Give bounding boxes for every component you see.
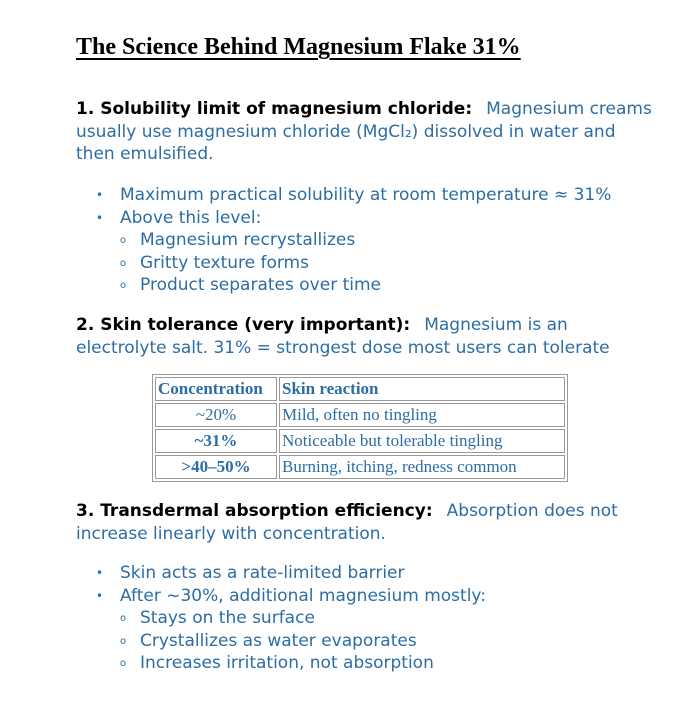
table-cell-reaction: Mild, often no tingling — [279, 403, 565, 427]
table-row — [155, 403, 565, 427]
table-cell-concentration: >40–50% — [155, 455, 277, 479]
list-item: • Maximum practical solubility at room temperature ≈ 31% — [96, 184, 611, 207]
section-3-paragraph — [76, 500, 656, 545]
table-cell-concentration: ~31% — [155, 429, 277, 453]
section-1-text: Magnesium creams usually use magnesium chloride (MgCl₂) dissolved in water and then emulsified. — [76, 99, 652, 164]
sub-list-item: o Gritty texture forms — [96, 252, 611, 275]
table-header-concentration: Concentration — [155, 377, 277, 401]
list-item-label: After ~30%, additional magnesium mostly: — [120, 585, 486, 606]
section-1-paragraph — [76, 98, 656, 166]
table-row — [155, 455, 565, 479]
sub-list-item: o Increases irritation, not absorption — [96, 652, 486, 675]
list-item — [96, 585, 486, 675]
sub-list-item: o Product separates over time — [96, 274, 611, 297]
sub-list-item: o Stays on the surface — [96, 607, 486, 630]
list-item — [96, 207, 611, 297]
sub-list-item: o Crystallizes as water evaporates — [96, 630, 486, 653]
section-3-heading: 3. Transdermal absorption efficiency: — [76, 501, 433, 521]
section-3-sub-list — [96, 607, 486, 675]
list-item: • Skin acts as a rate-limited barrier — [96, 562, 486, 585]
section-2-heading: 2. Skin tolerance (very important): — [76, 315, 411, 335]
section-1-sub-list — [96, 229, 611, 297]
section-3-text: Absorption does not increase linearly with concentration. — [76, 501, 618, 544]
table-header-row — [155, 377, 565, 401]
sub-list-item: o Magnesium recrystallizes — [96, 229, 611, 252]
table-cell-reaction: Noticeable but tolerable tingling — [279, 429, 565, 453]
page-title: The Science Behind Magnesium Flake 31% — [76, 34, 521, 60]
table-cell-reaction: Burning, itching, redness common — [279, 455, 565, 479]
section-1-heading: 1. Solubility limit of magnesium chloride: — [76, 99, 473, 119]
table-header-skin-reaction: Skin reaction — [279, 377, 565, 401]
section-2-paragraph — [76, 314, 656, 359]
table-cell-concentration: ~20% — [155, 403, 277, 427]
section-3-bullet-list — [96, 562, 486, 675]
list-item-label: Above this level: — [120, 207, 262, 228]
section-2-text: Magnesium is an electrolyte salt. 31% = strongest dose most users can tolerate — [76, 315, 610, 358]
table-row — [155, 429, 565, 453]
concentration-table — [152, 374, 568, 482]
section-1-bullet-list — [96, 184, 611, 297]
